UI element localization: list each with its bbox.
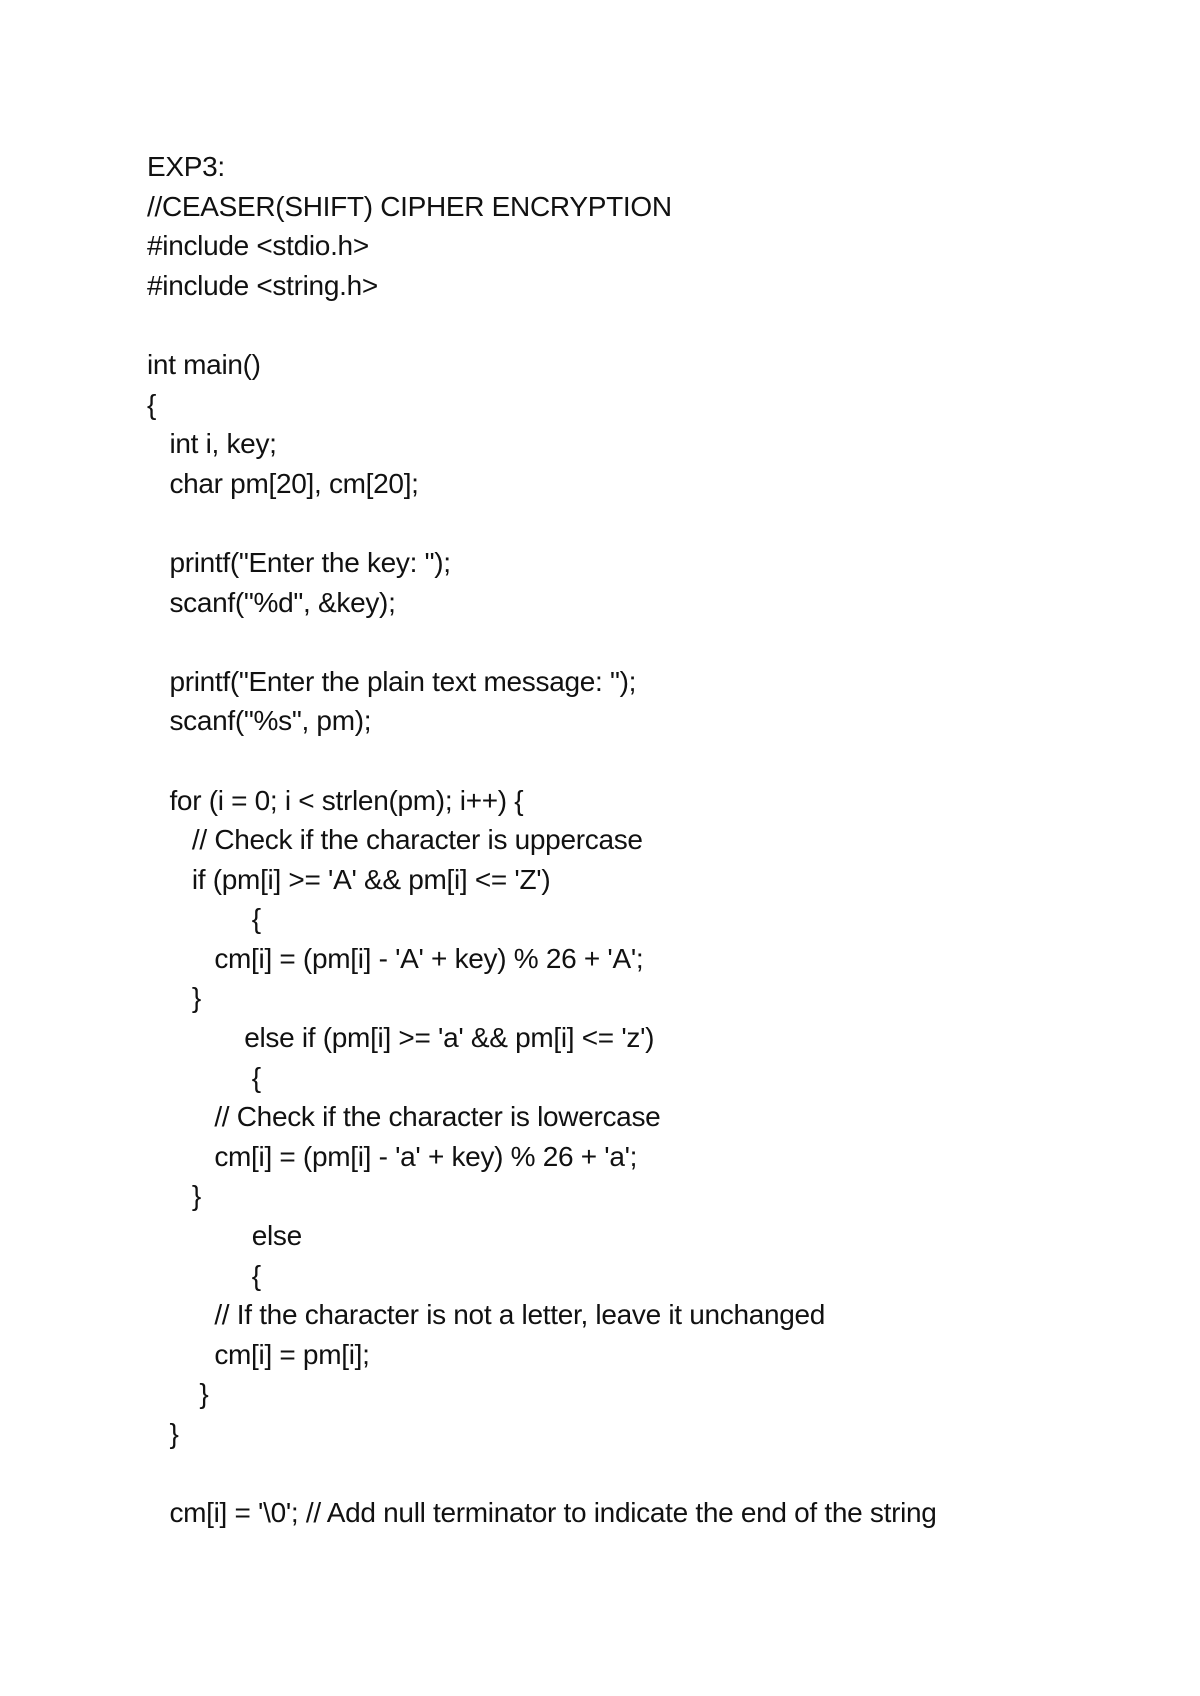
code-line: #include <stdio.h> — [147, 230, 369, 262]
code-line: cm[i] = pm[i]; — [147, 1338, 370, 1370]
code-line: char pm[20], cm[20]; — [147, 467, 419, 499]
code-line: for (i = 0; i < strlen(pm); i++) { — [147, 784, 524, 816]
code-line: int main() — [147, 348, 261, 380]
code-line: } — [147, 1378, 209, 1410]
code-comment: // If the character is not a letter, leave it unchanged — [147, 1299, 826, 1331]
code-line: printf("Enter the key: "); — [147, 546, 451, 578]
blank-line — [147, 622, 1147, 662]
code-line: } — [147, 1418, 179, 1449]
code-line: cm[i] = (pm[i] - 'A' + key) % 26 + 'A'; — [147, 942, 644, 974]
code-line: cm[i] = (pm[i] - 'a' + key) % 26 + 'a'; — [147, 1140, 638, 1172]
code-comment: // Check if the character is lowercase — [147, 1101, 661, 1133]
blank-line — [147, 1454, 1147, 1494]
code-line: } — [147, 1180, 201, 1212]
blank-line — [147, 503, 1147, 543]
code-line: scanf("%d", &key); — [147, 586, 396, 618]
code-line: scanf("%s", pm); — [147, 705, 372, 737]
code-line: else — [147, 1220, 302, 1252]
code-line: { — [147, 1061, 261, 1093]
code-line: else if (pm[i] >= 'a' && pm[i] <= 'z') — [147, 1022, 655, 1054]
code-line: } — [147, 982, 201, 1014]
code-comment: // Check if the character is uppercase — [147, 824, 643, 856]
code-line: int i, key; — [147, 428, 277, 460]
code-line: { — [147, 388, 157, 420]
code-line: if (pm[i] >= 'A' && pm[i] <= 'Z') — [147, 863, 551, 895]
code-line: { — [147, 1259, 261, 1291]
code-line: #include <string.h> — [147, 269, 378, 301]
code-comment-title: //CEASER(SHIFT) CIPHER ENCRYPTION — [147, 190, 672, 222]
blank-line — [147, 741, 1147, 781]
code-line: { — [147, 903, 261, 935]
code-line: cm[i] = '\0'; // Add null terminator to indicate the end of the string — [147, 1497, 937, 1529]
experiment-heading: EXP3: — [147, 151, 225, 182]
code-line: printf("Enter the plain text message: "); — [147, 665, 637, 697]
code-listing — [147, 147, 1147, 1533]
blank-line — [147, 305, 1147, 345]
